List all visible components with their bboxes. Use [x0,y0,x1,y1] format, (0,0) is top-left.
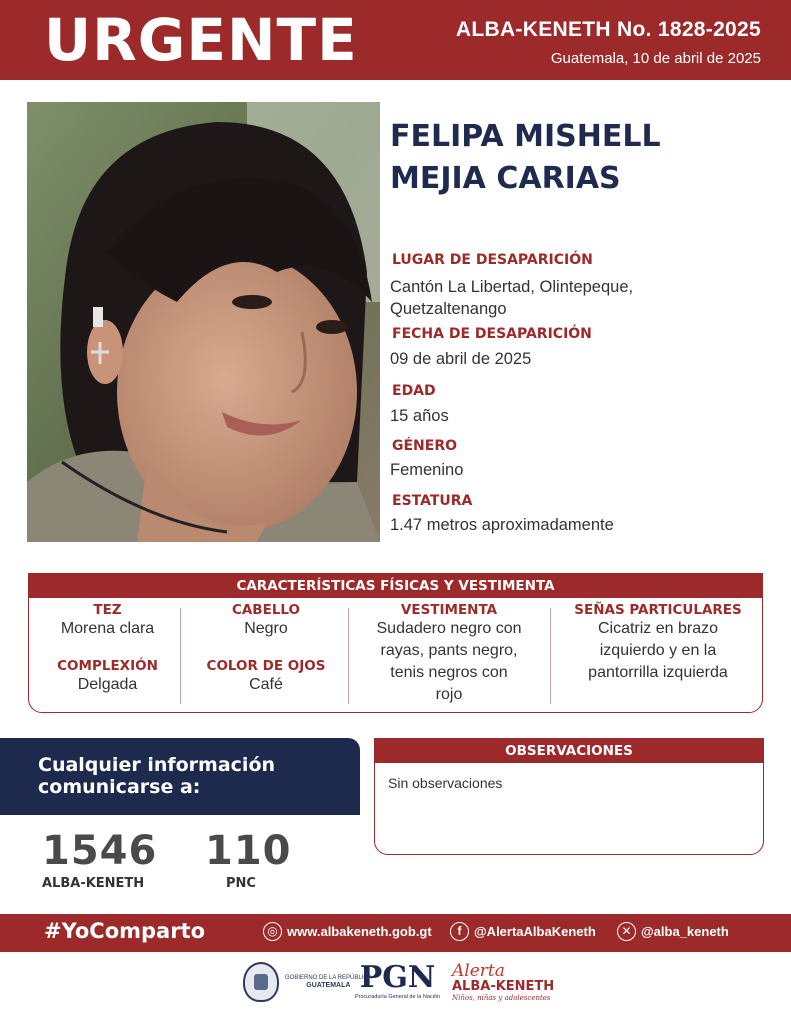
senas-label: SEÑAS PARTICULARES [574,602,742,618]
edad-value: 15 años [390,407,449,425]
column-divider [348,608,349,704]
lugar-label: LUGAR DE DESAPARICIÓN [392,252,593,268]
missing-person-photo [27,102,380,542]
website-text: www.albakeneth.gob.gt [287,924,432,939]
cabello-ojos-column [186,602,346,696]
column-divider [180,608,181,704]
government-logo [243,962,372,1002]
person-name [390,116,770,200]
x-icon: ✕ [617,922,636,941]
estatura-value: 1.47 metros aproximadamente [390,516,614,534]
observations-title: OBSERVACIONES [375,739,763,763]
person-name-line1: FELIPA MISHELL [390,119,661,154]
senas-line: Cicatriz en brazo [597,620,719,637]
facebook-icon: f [450,922,469,941]
observations-box [374,738,764,855]
ojos-value: Café [249,676,283,693]
characteristics-box [28,573,763,713]
tez-complexion-column [29,602,186,696]
gov-line1: GOBIERNO DE LA REPÚBLICA [285,975,372,981]
senas-line: pantorrilla izquierda [588,664,728,681]
contact-banner [0,738,360,815]
portrait-image [27,102,380,542]
estatura-label: ESTATURA [392,493,473,509]
fecha-value: 09 de abril de 2025 [390,350,532,368]
pgn-text: PGN [359,960,436,995]
edad-label: EDAD [392,383,436,399]
footer-bar [0,914,791,952]
vestimenta-line: rayas, pants negro, [380,642,518,659]
urgent-title: URGENTE [44,6,358,74]
phone-number-alba-keneth: 1546 [42,828,158,874]
alert-number: ALBA-KENETH No. 1828-2025 [455,18,761,41]
facebook-link[interactable] [450,922,596,941]
ojos-label: COLOR DE OJOS [206,658,326,674]
genero-value: Femenino [390,461,464,479]
phone-number-pnc: 110 [205,828,292,874]
senas-line: izquierdo y en la [599,642,717,659]
contact-line2: comunicarse a: [38,776,201,798]
person-name-line2: MEJIA CARIAS [390,161,621,196]
phone-label-alba-keneth: ALBA-KENETH [42,876,145,891]
complexion-label: COMPLEXIÓN [57,658,158,674]
characteristics-title: CARACTERÍSTICAS FÍSICAS Y VESTIMENTA [29,574,762,598]
ak-line2: ALBA-KENETH [452,979,555,994]
tez-label: TEZ [93,602,122,618]
vestimenta-label: VESTIMENTA [400,602,498,618]
ak-line3: Niños, niñas y adolescentes [452,994,551,1002]
lugar-value-line1: Cantón La Libertad, Olintepeque, [390,278,634,296]
vestimenta-line: tenis negros con [390,664,508,681]
pgn-logo [355,962,440,1000]
website-link[interactable] [263,922,432,941]
x-link[interactable] [617,922,729,941]
observations-text: Sin observaciones [388,775,503,791]
vestimenta-line: rojo [435,686,463,703]
contact-text [38,754,275,798]
column-divider [550,608,551,704]
complexion-value: Delgada [77,676,138,693]
senas-column [553,602,763,684]
alba-keneth-logo [452,962,554,1002]
alert-place-date: Guatemala, 10 de abril de 2025 [550,50,761,67]
phone-label-pnc: PNC [226,876,256,891]
cabello-label: CABELLO [231,602,301,618]
globe-icon: ◎ [263,922,282,941]
cabello-value: Negro [244,620,288,637]
tez-value: Morena clara [60,620,155,637]
hashtag: #YoComparto [44,919,206,943]
contact-line1: Cualquier información [38,754,276,776]
facebook-handle: @AlertaAlbaKeneth [474,924,596,939]
genero-label: GÉNERO [392,438,458,454]
pgn-subtitle: Procuraduría General de la Nación [355,994,440,1000]
vestimenta-column [351,602,547,706]
ak-line1: Alerta [452,961,505,981]
x-handle: @alba_keneth [641,924,729,939]
lugar-value-line2: Quetzaltenango [390,300,507,318]
guatemala-seal-icon [243,962,279,1002]
header-banner [0,0,791,80]
gov-line2: GUATEMALA [306,982,351,989]
fecha-label: FECHA DE DESAPARICIÓN [392,326,592,342]
vestimenta-line: Sudadero negro con [376,620,522,637]
